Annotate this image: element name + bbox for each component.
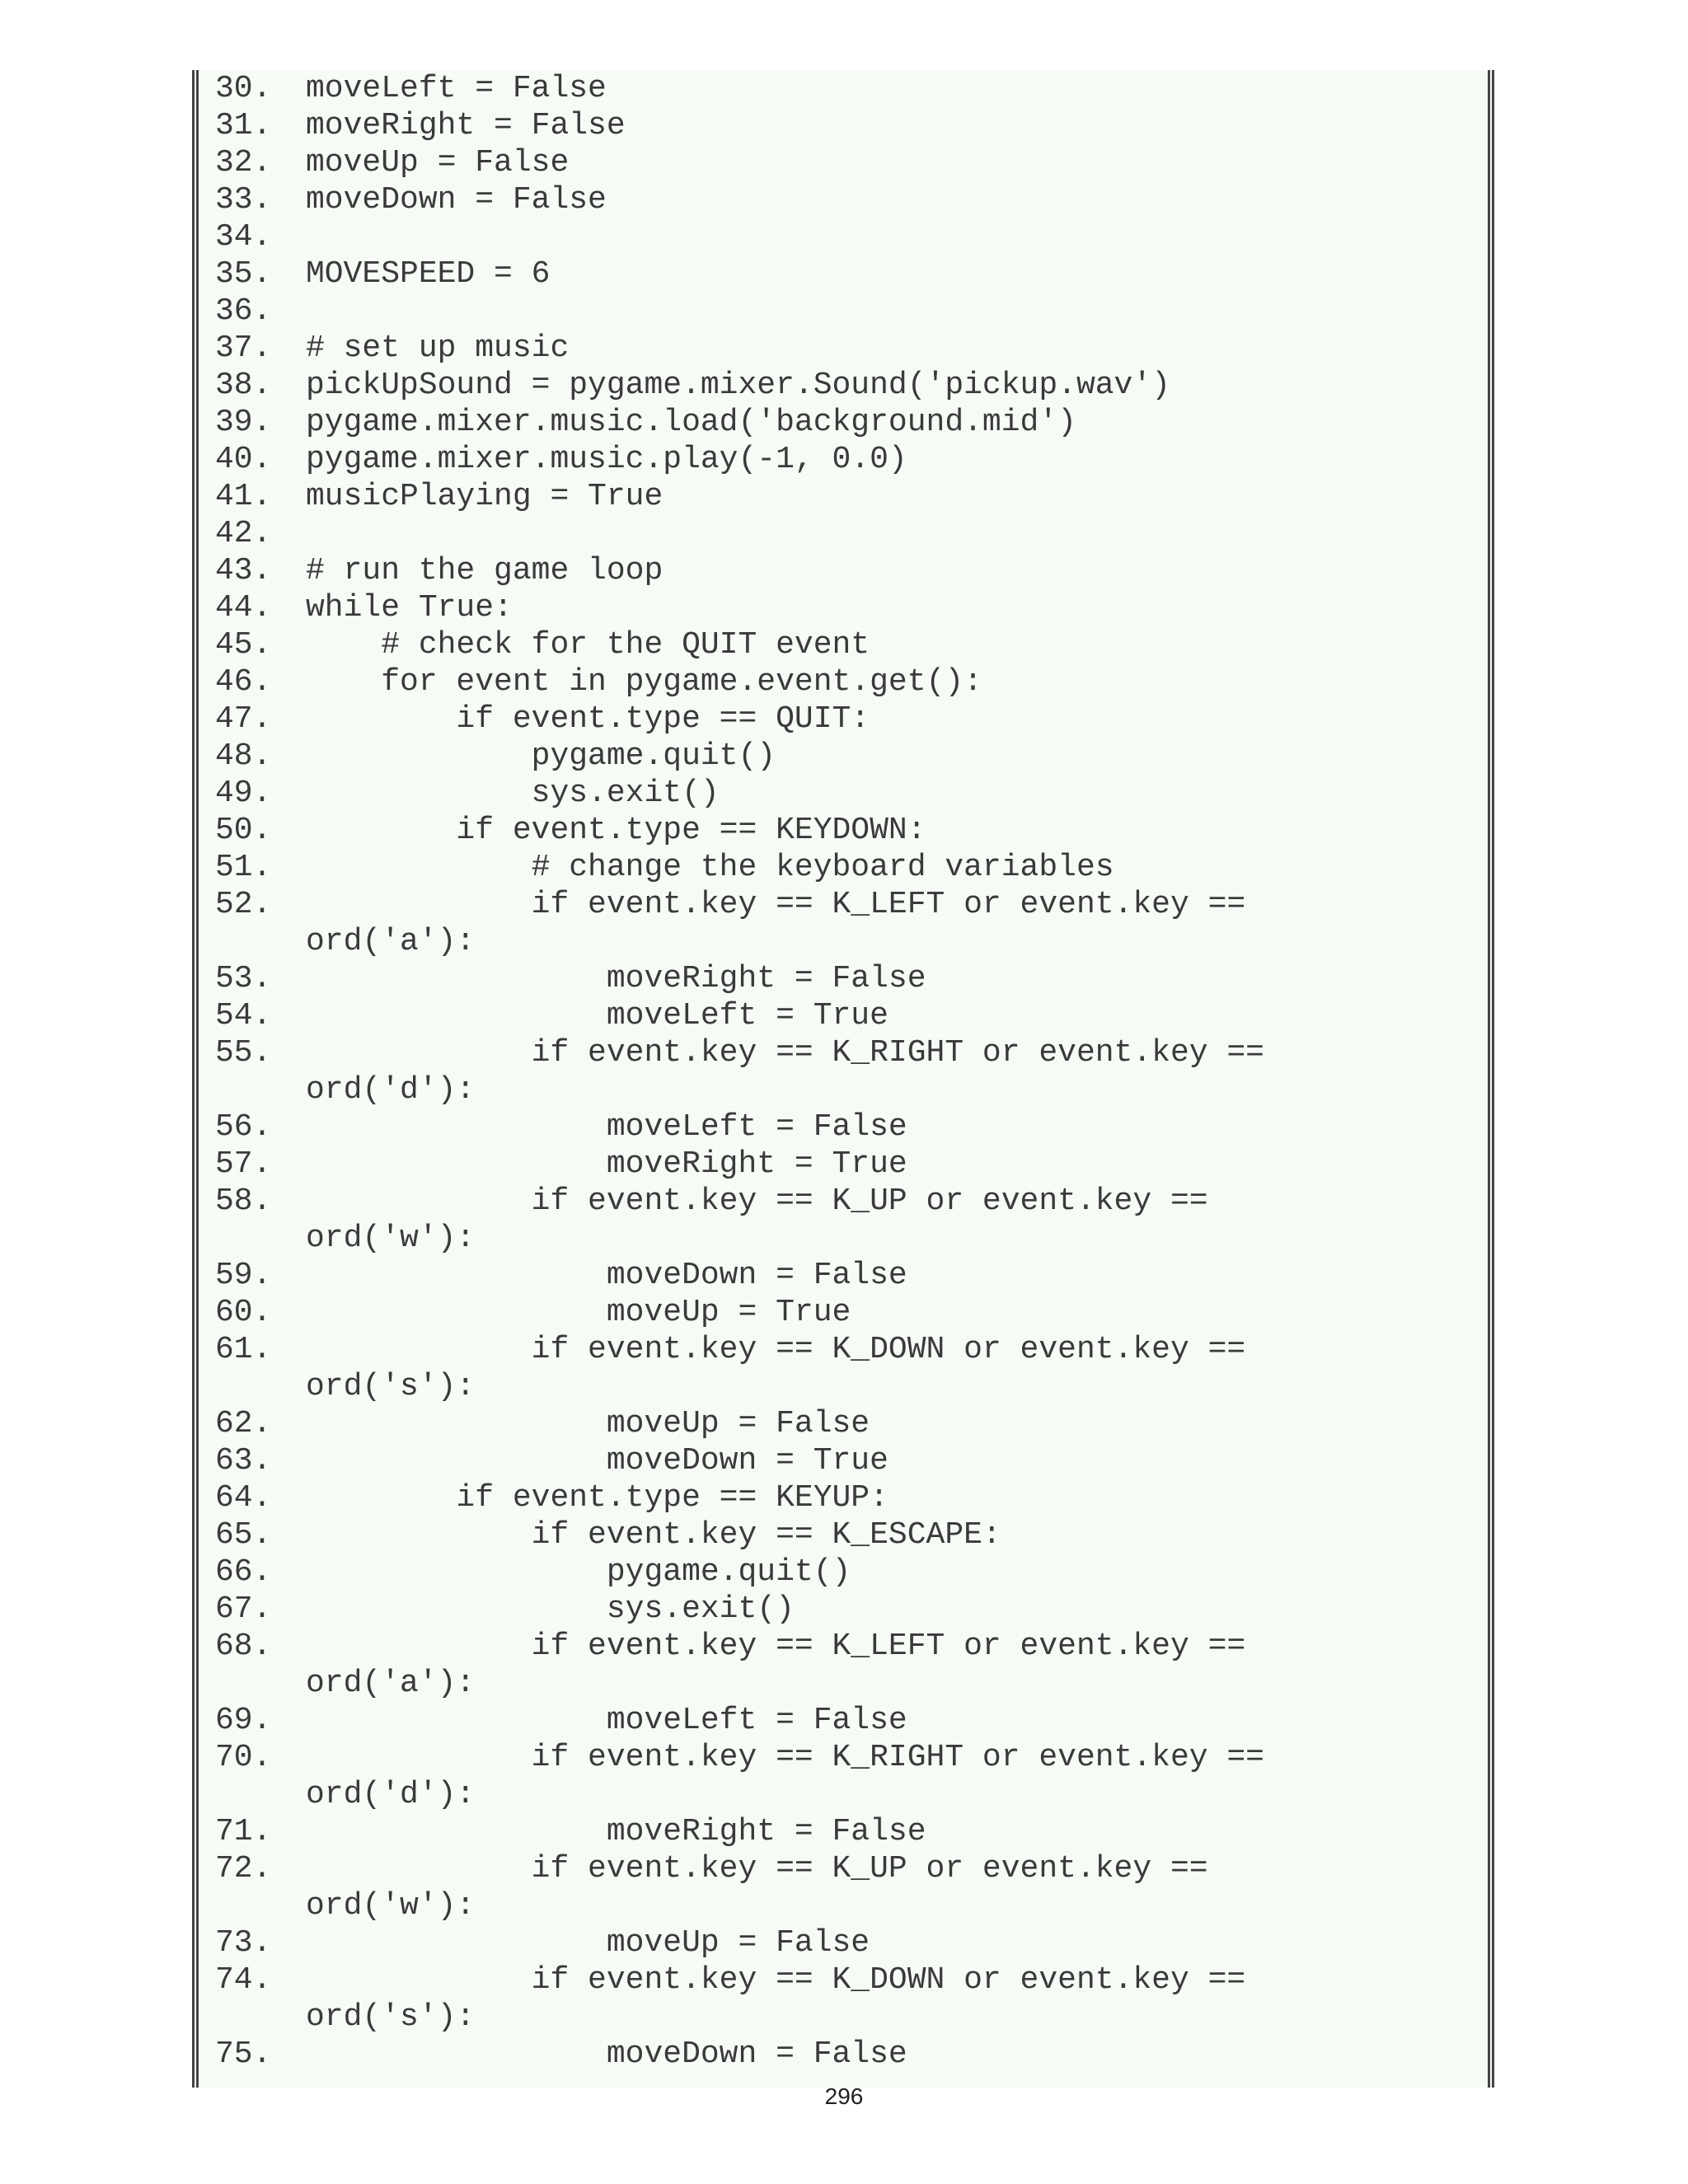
line-number: 49. <box>215 776 272 811</box>
code-line <box>215 181 1471 218</box>
line-code: moveLeft = False <box>306 1109 907 1145</box>
line-code: pygame.mixer.music.load('background.mid') <box>306 405 1076 440</box>
line-number: 57. <box>215 1146 272 1182</box>
line-code: moveUp = False <box>306 1925 870 1961</box>
line-number: 52. <box>215 887 272 922</box>
line-number: 33. <box>215 182 272 218</box>
code-line <box>215 1331 1471 1368</box>
line-number: 31. <box>215 108 272 143</box>
line-number: 38. <box>215 368 272 403</box>
code-line <box>215 663 1471 701</box>
line-number: 55. <box>215 1035 272 1071</box>
line-code: moveRight = True <box>306 1146 907 1182</box>
line-code: if event.key == K_LEFT or event.key == <box>306 1629 1246 1664</box>
line-code: if event.key == K_LEFT or event.key == <box>306 887 1246 922</box>
line-code: moveDown = False <box>306 2036 907 2072</box>
line-number: 64. <box>215 1480 272 1516</box>
line-code: moveLeft = True <box>306 998 889 1033</box>
line-number: 50. <box>215 813 272 848</box>
code-line <box>215 441 1471 478</box>
code-line <box>215 1516 1471 1554</box>
line-number: 48. <box>215 738 272 774</box>
code-line <box>215 812 1471 849</box>
line-code: # set up music <box>306 330 570 366</box>
line-code: if event.key == K_ESCAPE: <box>306 1517 1001 1553</box>
code-line <box>215 293 1471 330</box>
code-line <box>215 1702 1471 1739</box>
code-line <box>215 738 1471 775</box>
line-code: if event.key == K_RIGHT or event.key == <box>306 1035 1264 1071</box>
code-line <box>215 1034 1471 1071</box>
code-line <box>215 1368 1471 1405</box>
line-code: moveDown = False <box>306 182 607 218</box>
line-code: moveUp = False <box>306 1406 870 1441</box>
line-number: 67. <box>215 1591 272 1627</box>
code-line <box>215 330 1471 367</box>
line-number: 71. <box>215 1814 272 1849</box>
code-line <box>215 552 1471 589</box>
line-code: if event.type == KEYDOWN: <box>306 813 926 848</box>
line-number: 74. <box>215 1962 272 1998</box>
code-line <box>215 1257 1471 1294</box>
code-line <box>215 1665 1471 1702</box>
line-code: moveUp = False <box>306 145 570 180</box>
code-line <box>215 1999 1471 2036</box>
code-line <box>215 2036 1471 2073</box>
code-line <box>215 1479 1471 1516</box>
line-number: 58. <box>215 1183 272 1219</box>
line-code: while True: <box>306 590 513 626</box>
line-code: moveDown = False <box>306 1258 907 1293</box>
code-lines <box>215 70 1471 2073</box>
line-number: 46. <box>215 664 272 700</box>
line-number: 36. <box>215 293 272 329</box>
line-code: ord('s'): <box>306 1999 476 2035</box>
code-line <box>215 960 1471 997</box>
line-code: MOVESPEED = 6 <box>306 256 551 292</box>
line-code: if event.type == QUIT: <box>306 701 870 737</box>
line-number: 39. <box>215 405 272 440</box>
code-listing <box>192 70 1494 2088</box>
code-line <box>215 1813 1471 1850</box>
line-number: 35. <box>215 256 272 292</box>
line-number: 44. <box>215 590 272 626</box>
code-line <box>215 404 1471 441</box>
line-code: moveLeft = False <box>306 71 607 106</box>
line-number: 59. <box>215 1258 272 1293</box>
line-number: 53. <box>215 961 272 996</box>
line-number: 73. <box>215 1925 272 1961</box>
code-line <box>215 218 1471 255</box>
code-line <box>215 1628 1471 1665</box>
code-line <box>215 1183 1471 1220</box>
line-code: if event.key == K_RIGHT or event.key == <box>306 1740 1264 1775</box>
line-code: if event.key == K_UP or event.key == <box>306 1183 1208 1219</box>
line-number: 37. <box>215 330 272 366</box>
line-number: 70. <box>215 1740 272 1775</box>
line-number: 60. <box>215 1295 272 1330</box>
line-number: 65. <box>215 1517 272 1553</box>
line-code: for event in pygame.event.get(): <box>306 664 982 700</box>
code-line <box>215 1924 1471 1961</box>
code-line <box>215 70 1471 107</box>
code-line <box>215 626 1471 663</box>
line-code: ord('d'): <box>306 1072 476 1108</box>
code-line <box>215 886 1471 923</box>
line-code: pickUpSound = pygame.mixer.Sound('pickup.wav') <box>306 368 1170 403</box>
code-line <box>215 997 1471 1034</box>
line-code: moveDown = True <box>306 1443 889 1479</box>
code-line <box>215 1146 1471 1183</box>
line-code: if event.key == K_DOWN or event.key == <box>306 1332 1246 1367</box>
line-code: if event.key == K_UP or event.key == <box>306 1851 1208 1886</box>
code-line <box>215 107 1471 144</box>
code-line <box>215 1887 1471 1924</box>
line-code: ord('w'): <box>306 1888 476 1924</box>
line-code: moveRight = False <box>306 961 926 996</box>
line-code: # change the keyboard variables <box>306 850 1114 885</box>
line-code: if event.type == KEYUP: <box>306 1480 889 1516</box>
line-code: moveUp = True <box>306 1295 851 1330</box>
line-number: 32. <box>215 145 272 180</box>
line-number: 43. <box>215 553 272 588</box>
code-line <box>215 775 1471 812</box>
line-code: moveRight = False <box>306 1814 926 1849</box>
code-line <box>215 1776 1471 1813</box>
line-code: # run the game loop <box>306 553 663 588</box>
code-line <box>215 1554 1471 1591</box>
line-number: 40. <box>215 442 272 477</box>
code-line <box>215 1739 1471 1776</box>
code-line <box>215 515 1471 552</box>
line-number: 75. <box>215 2036 272 2072</box>
line-code: musicPlaying = True <box>306 479 663 514</box>
line-number: 34. <box>215 219 272 255</box>
code-line <box>215 255 1471 293</box>
line-code: if event.key == K_DOWN or event.key == <box>306 1962 1246 1998</box>
code-line <box>215 923 1471 960</box>
page-number: 296 <box>824 2083 864 2109</box>
code-line <box>215 1294 1471 1331</box>
code-line <box>215 701 1471 738</box>
code-line <box>215 1071 1471 1108</box>
code-line <box>215 1591 1471 1628</box>
line-number: 54. <box>215 998 272 1033</box>
line-code: ord('w'): <box>306 1221 476 1256</box>
code-line <box>215 849 1471 886</box>
line-number: 51. <box>215 850 272 885</box>
code-line <box>215 1220 1471 1257</box>
line-code: pygame.mixer.music.play(-1, 0.0) <box>306 442 907 477</box>
code-line <box>215 367 1471 404</box>
line-code: ord('a'): <box>306 1666 476 1701</box>
line-number: 72. <box>215 1851 272 1886</box>
line-code: sys.exit() <box>306 776 720 811</box>
code-line <box>215 1961 1471 1999</box>
code-line <box>215 589 1471 626</box>
code-line <box>215 478 1471 515</box>
line-code: sys.exit() <box>306 1591 795 1627</box>
line-number: 30. <box>215 71 272 106</box>
line-number: 61. <box>215 1332 272 1367</box>
line-number: 56. <box>215 1109 272 1145</box>
line-code: moveLeft = False <box>306 1703 907 1738</box>
code-line <box>215 1108 1471 1146</box>
line-number: 41. <box>215 479 272 514</box>
code-line <box>215 1850 1471 1887</box>
line-number: 68. <box>215 1629 272 1664</box>
line-number: 66. <box>215 1554 272 1590</box>
line-code: ord('a'): <box>306 924 476 959</box>
line-code: ord('s'): <box>306 1369 476 1404</box>
line-number: 69. <box>215 1703 272 1738</box>
code-line <box>215 1442 1471 1479</box>
line-number: 62. <box>215 1406 272 1441</box>
line-code: pygame.quit() <box>306 1554 851 1590</box>
line-number: 63. <box>215 1443 272 1479</box>
line-number: 42. <box>215 516 272 551</box>
line-code: # check for the QUIT event <box>306 627 870 663</box>
line-code: ord('d'): <box>306 1777 476 1812</box>
line-code: pygame.quit() <box>306 738 776 774</box>
line-code: moveRight = False <box>306 108 626 143</box>
code-line <box>215 144 1471 181</box>
line-number: 45. <box>215 627 272 663</box>
line-number: 47. <box>215 701 272 737</box>
code-line <box>215 1405 1471 1442</box>
